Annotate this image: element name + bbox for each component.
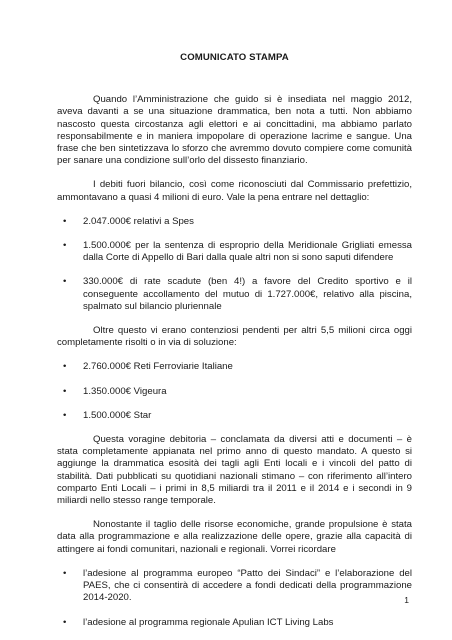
list-item: • 1.350.000€ Vigeura — [63, 385, 167, 397]
funding-paragraph: Nonostante il taglio delle risorse economiche, grande propulsione è stata data alla programmazione e alla realizzazione delle opere, grazie alla capacità di attingere ai fondi comunitari, nazionali e regionali. Vorrei ricordare — [57, 519, 412, 555]
list-item: • 2.047.000€ relativi a Spes — [63, 215, 194, 227]
debts-list — [57, 216, 412, 313]
list-item: • 1.500.000€ Star — [63, 409, 152, 421]
list-item: • l’adesione al programma regionale Apulian ICT Living Labs — [63, 616, 334, 628]
disputes-intro-paragraph: Oltre questo vi erano contenziosi pendenti per altri 5,5 milioni circa oggi completamente risolti o in via di soluzione: — [57, 325, 412, 349]
list-item: • 1.500.000€ per la sentenza di esproprio della Meridionale Grigliati emessa dalla Corte di Appello di Bari dalla quale altri non si sono saputi difendere — [63, 240, 412, 264]
bullet-icon: • — [63, 385, 67, 397]
page-title: COMUNICATO STAMPA — [180, 52, 289, 63]
programs-list — [57, 568, 412, 629]
bullet-icon: • — [63, 361, 67, 373]
disputes-list — [57, 361, 412, 422]
debt-resolution-paragraph: Questa voragine debitoria – conclamata da diversi atti e documenti – è stata completamente appianata nel primo anno di questo mandato. A questo si aggiunge la drammatica esosità dei tagli agli Enti locali e i vincoli del patto di stabilità. Dati pubblicati su quotidiani nazionali stimano – con riferimento all’intero comparto Enti Locali – i primi in 8,5 miliardi tra il 2011 e il 2014 e i secondi in 9 miliardi nello stesso range temporale. — [57, 434, 412, 507]
bullet-icon: • — [63, 409, 67, 421]
list-item: • 330.000€ di rate scadute (ben 4!) a favore del Credito sportivo e il conseguente accollamento del mutuo di 1.727.000€, relativo alla piscina, spalmato sul bilancio pluriennale — [63, 276, 412, 312]
debts-intro-paragraph: I debiti fuori bilancio, così come riconosciuti dal Commissario prefettizio, ammontavano a quasi 4 milioni di euro. Vale la pena entrare nel dettaglio: — [57, 179, 412, 203]
page-number: 1 — [404, 595, 409, 605]
bullet-icon: • — [63, 215, 67, 227]
bullet-icon: • — [63, 240, 67, 252]
bullet-icon: • — [63, 567, 67, 579]
bullet-icon: • — [63, 616, 67, 628]
list-item: • l’adesione al programma europeo “Patto dei Sindaci” e l’elaborazione del PAES, che ci consentirà di accedere a fondi dedicati della programmazione 2014-2020. — [63, 567, 412, 604]
list-item: • 2.760.000€ Reti Ferroviarie Italiane — [63, 361, 233, 373]
intro-paragraph: Quando l’Amministrazione che guido si è insediata nel maggio 2012, aveva davanti a se una situazione drammatica, ben nota a tutti. Non abbiamo nascosto questa circostanza agli elettori e ai concittadini, ma abbiamo parlato responsabilmente e in maniera impopolare di operazione lacrime e sangue. Una frase che ben sintetizzava lo sforzo che avremmo dovuto compiere come comunità per sanare una condizione sull’orlo del dissesto finanziario. — [57, 94, 412, 167]
bullet-icon: • — [63, 276, 67, 288]
